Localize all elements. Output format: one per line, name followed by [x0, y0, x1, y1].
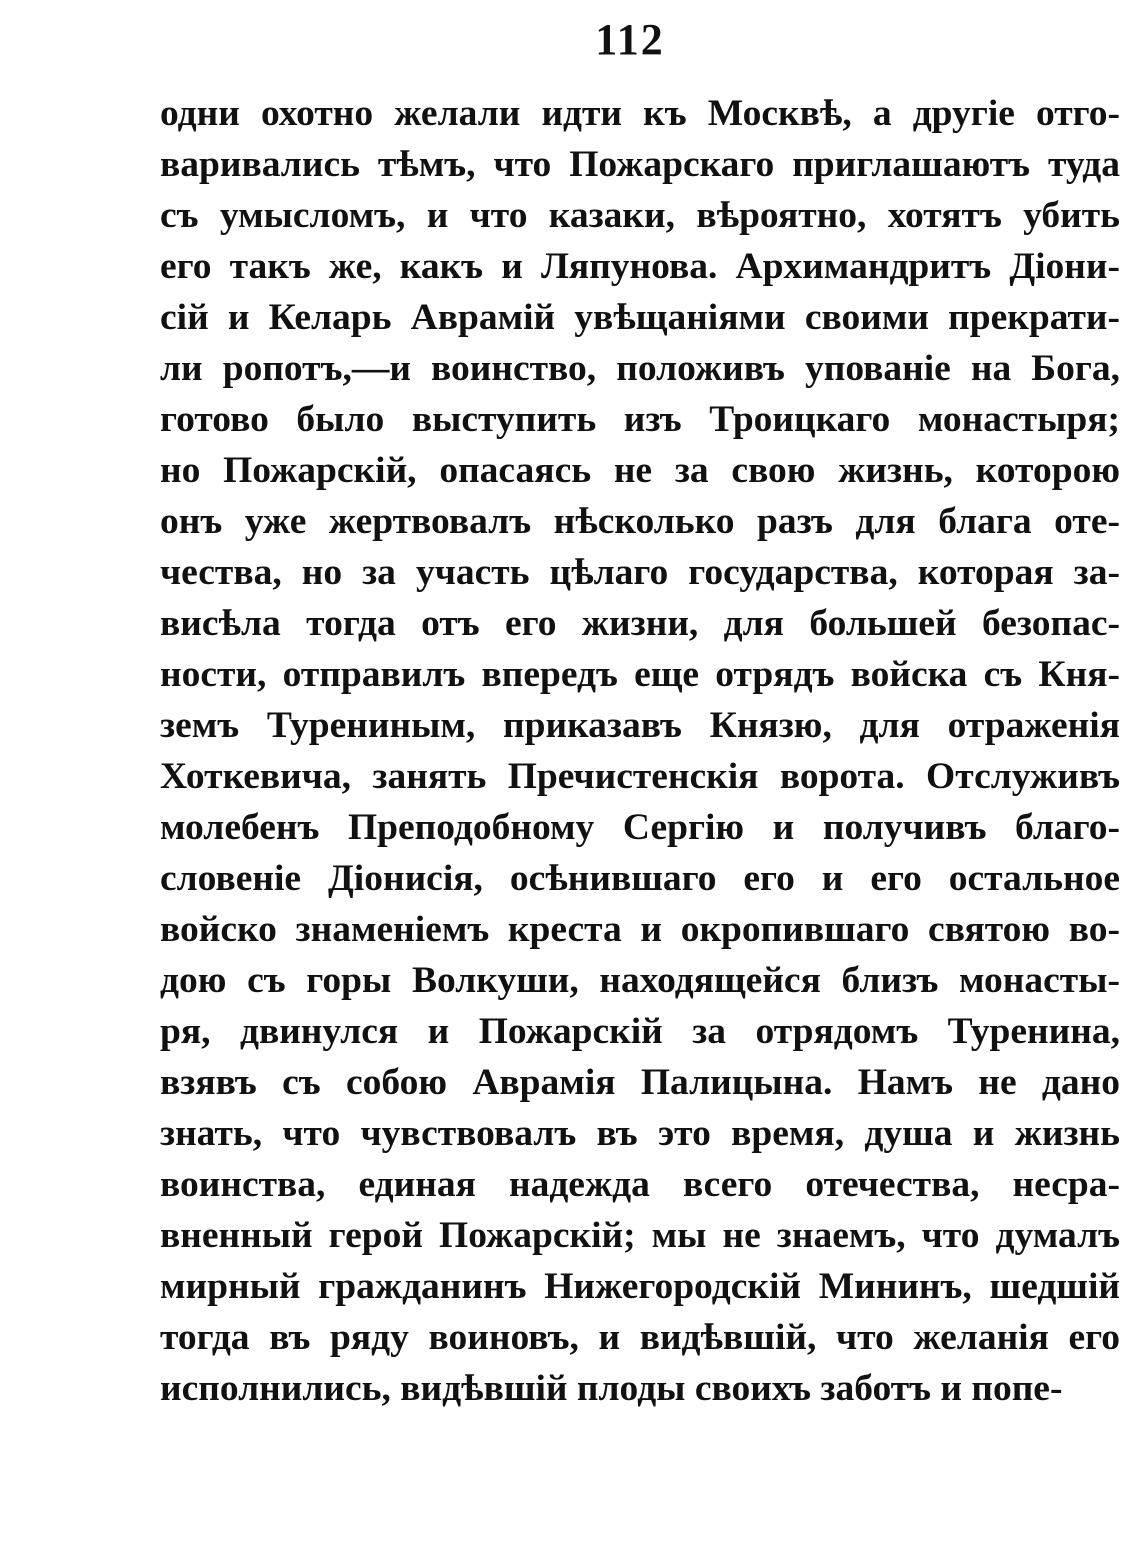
- body-text: [160, 88, 1120, 1414]
- text-line: вненный герой Пожарскій; мы не знаемъ, что думалъ: [160, 1215, 1120, 1256]
- text-line: земъ Турениным, приказавъ Князю, для отраженія: [160, 705, 1120, 746]
- text-line: чества, но за участь цѣлаго государства, которая за-: [160, 552, 1120, 593]
- text-line: взявъ съ собою Аврамія Палицына. Намъ не дано: [160, 1062, 1120, 1103]
- text-line: дою съ горы Волкуши, находящейся близъ монасты-: [160, 960, 1120, 1001]
- text-line: онъ уже жертвовалъ нѣсколько разъ для блага оте-: [160, 501, 1120, 542]
- text-line: ности, отправилъ впередъ еще отрядъ войска съ Кня-: [160, 654, 1120, 695]
- text-line: Хоткевича, занять Пречистенскія ворота. Отслуживъ: [160, 756, 1120, 797]
- text-line: словеніе Діонисія, осѣнившаго его и его остальное: [160, 858, 1120, 899]
- text-line: его такъ же, какъ и Ляпунова. Архимандритъ Діони-: [160, 246, 1120, 287]
- text-line: ли ропотъ,—и воинство, положивъ упованіе на Бога,: [160, 348, 1120, 389]
- text-line: тогда въ ряду воиновъ, и видѣвшій, что желанія его: [160, 1317, 1120, 1358]
- text-line: висѣла тогда отъ его жизни, для большей безопас-: [160, 603, 1120, 644]
- text-line: съ умысломъ, и что казаки, вѣроятно, хотятъ убить: [160, 195, 1120, 236]
- text-line: мирный гражданинъ Нижегородскій Мининъ, шедшій: [160, 1266, 1120, 1307]
- page-number: 112: [595, 15, 665, 64]
- text-line: ря, двинулся и Пожарскій за отрядомъ Туренина,: [160, 1011, 1120, 1052]
- text-line: исполнились, видѣвшій плоды своихъ заботъ и попе-: [160, 1368, 1063, 1409]
- text-line: готово было выступить изъ Троицкаго монастыря;: [160, 399, 1120, 440]
- text-line: знать, что чувствовалъ въ это время, душа и жизнь: [160, 1113, 1120, 1154]
- text-line: сій и Келарь Аврамій увѣщаніями своими прекрати-: [160, 297, 1120, 338]
- text-line: войско знаменіемъ креста и окропившаго святою во-: [160, 909, 1120, 950]
- text-line: воинства, единая надежда всего отечества, несра-: [160, 1164, 1120, 1205]
- text-line: варивались тѣмъ, что Пожарскаго приглашаютъ туда: [160, 144, 1120, 185]
- text-line: но Пожарскій, опасаясь не за свою жизнь, которою: [160, 450, 1120, 491]
- text-line: одни охотно желали идти къ Москвѣ, а другіе отго-: [160, 93, 1120, 134]
- text-line: молебенъ Преподобному Сергію и получивъ благо-: [160, 807, 1120, 848]
